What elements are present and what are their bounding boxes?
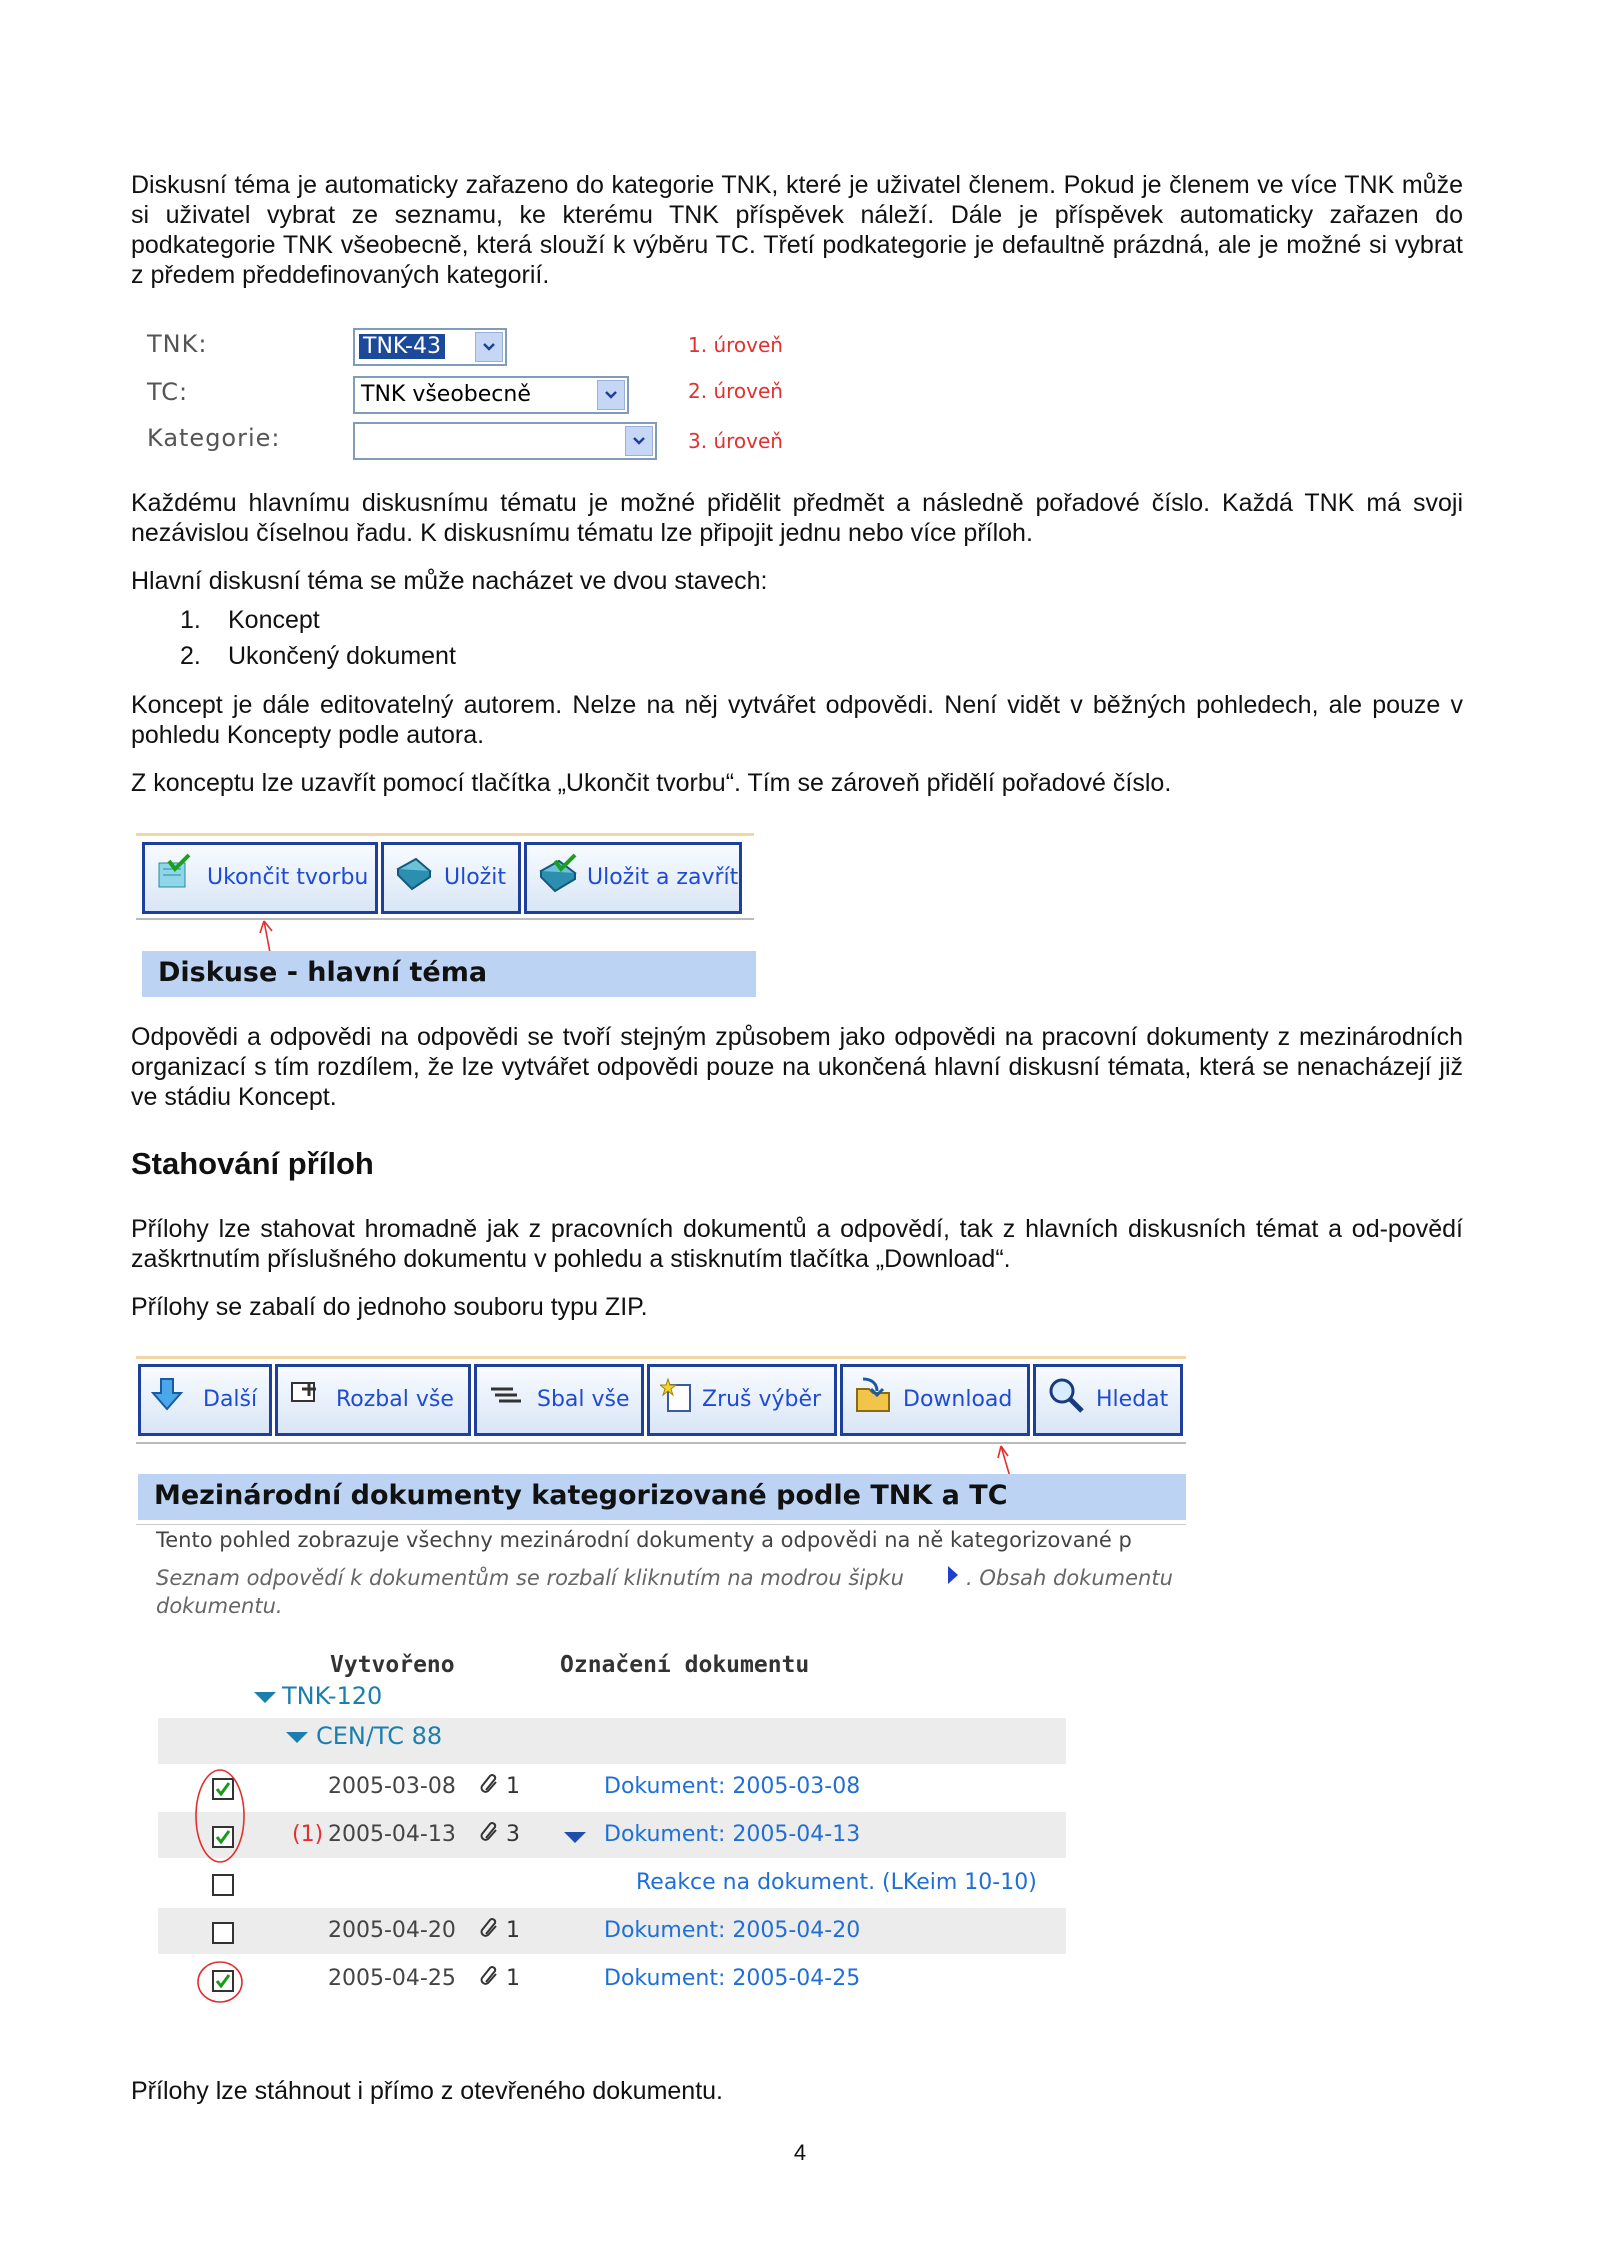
- category-label: TNK-120: [282, 1682, 383, 1710]
- search-button[interactable]: [1033, 1364, 1183, 1436]
- chevron-down-icon[interactable]: [625, 426, 653, 456]
- chevron-down-icon[interactable]: [597, 380, 625, 410]
- category-label: CEN/TC 88: [316, 1722, 443, 1750]
- collapse-icon: [487, 1375, 525, 1420]
- search-label: Hledat: [1096, 1387, 1169, 1412]
- new-document-icon: [660, 1375, 698, 1420]
- finish-button[interactable]: [142, 842, 378, 914]
- document-check-icon: [155, 853, 193, 898]
- save-button[interactable]: [381, 842, 521, 914]
- response-link[interactable]: Reakce na dokument. (LKeim 10-10): [636, 1870, 1037, 1895]
- annotation-ellipse: [192, 1766, 248, 1866]
- table-row: [158, 1908, 1066, 1954]
- save-and-close-label: Uložit a zavřít: [587, 865, 739, 890]
- folder-download-icon: [853, 1375, 893, 1420]
- attachment-count: 1: [506, 1966, 520, 1991]
- view-desc-line: Tento pohled zobrazuje všechny mezinárodní dokumenty a odpovědi na ně kategorizované p: [156, 1528, 1132, 1552]
- list-text: Koncept: [228, 606, 320, 634]
- level-3-annotation: 3. úroveň: [688, 429, 783, 453]
- row-checkbox[interactable]: [212, 1874, 234, 1896]
- tnk-label: TNK:: [147, 330, 208, 358]
- divider: [136, 1356, 1186, 1359]
- tc-select-value: TNK všeobecně: [361, 382, 531, 407]
- triangle-down-icon[interactable]: [564, 1832, 586, 1844]
- paperclip-icon: [480, 1774, 500, 1800]
- list-text: Ukončený dokument: [228, 642, 456, 670]
- tc-label: TC:: [147, 378, 189, 406]
- divider: [136, 1442, 1186, 1444]
- search-icon: [1046, 1375, 1086, 1420]
- row-date: 2005-04-25: [328, 1966, 456, 1991]
- view-desc-line: Seznam odpovědí k dokumentům se rozbalí kliknutím na modrou šipku: [156, 1566, 904, 1590]
- next-button-label: Další: [203, 1387, 258, 1412]
- tnk-select[interactable]: [353, 328, 507, 366]
- save-check-icon: [537, 853, 581, 898]
- row-checkbox[interactable]: [212, 1922, 234, 1944]
- document-link[interactable]: Dokument: 2005-03-08: [604, 1774, 861, 1799]
- download-button[interactable]: [840, 1364, 1030, 1436]
- next-button[interactable]: [138, 1364, 272, 1436]
- finish-paragraph: Z konceptu lze uzavřít pomocí tlačítka „Ukončit tvorbu“. Tím se zároveň přidělí pořadové číslo.: [131, 769, 1172, 797]
- states-intro: Hlavní diskusní téma se může nacházet ve dvou stavech:: [131, 567, 768, 595]
- column-header-created[interactable]: Vytvořeno: [330, 1652, 455, 1678]
- triangle-down-icon[interactable]: [286, 1732, 308, 1744]
- attachment-count: 1: [506, 1774, 520, 1799]
- section-title-bar: [142, 951, 756, 997]
- tnk-select-value: TNK-43: [359, 334, 445, 359]
- intro-paragraph: Diskusní téma je automaticky zařazeno do kategorie TNK, které je uživatel členem. Pokud je členem ve více TNK může si uživatel vybrat ze seznamu, ke kterému TNK příspěvek náleží. Dále je příspěvek automaticky zařazen do podkategorie TNK všeobecně, která slouží k výběru TC. Třetí podkategorie je defaultně prázdná, ale je možné si vybrat z předem předdefinovaných kategorií.: [131, 171, 1463, 289]
- list-number: 2.: [180, 642, 201, 670]
- row-date: 2005-04-13: [328, 1822, 456, 1847]
- page-number: 4: [793, 2140, 807, 2165]
- level-2-annotation: 2. úroveň: [688, 379, 783, 403]
- document-link[interactable]: Dokument: 2005-04-13: [604, 1822, 861, 1847]
- attachment-count: 3: [506, 1822, 520, 1847]
- collapse-all-button[interactable]: [474, 1364, 644, 1436]
- view-desc-line: . Obsah dokumentu: [966, 1566, 1173, 1590]
- divider: [136, 833, 754, 836]
- row-date: 2005-04-20: [328, 1918, 456, 1943]
- expand-all-label: Rozbal vše: [336, 1387, 454, 1412]
- response-count: (1): [292, 1822, 324, 1847]
- download-paragraph: Přílohy lze stahovat hromadně jak z pracovních dokumentů a odpovědí, tak z hlavních diskusních témat a od-povědí zaškrtnutím příslušného dokumentu v pohledu a stisknutím tlačítka „Download“.: [131, 1215, 1463, 1273]
- annotation-ellipse: [194, 1958, 246, 2006]
- book-icon: [394, 853, 434, 898]
- save-and-close-button[interactable]: [524, 842, 742, 914]
- view-desc-line: dokumentu.: [156, 1594, 283, 1618]
- column-header-document[interactable]: Označení dokumentu: [560, 1652, 810, 1678]
- table-row: [158, 1860, 1066, 1906]
- numbering-paragraph: Každému hlavnímu diskusnímu tématu je možné přidělit předmět a následně pořadové číslo. Každá TNK má svoji nezávislou číselnou řadu. K diskusnímu tématu lze připojit jednu nebo více příloh.: [131, 489, 1463, 547]
- clear-selection-label: Zruš výběr: [702, 1387, 822, 1412]
- view-title-bar: [138, 1474, 1186, 1520]
- clear-selection-button[interactable]: [647, 1364, 837, 1436]
- tc-select[interactable]: [353, 376, 629, 414]
- expand-all-button[interactable]: [275, 1364, 471, 1436]
- concept-paragraph: Koncept je dále editovatelný autorem. Nelze na něj vytvářet odpovědi. Není vidět v běžných pohledech, ale pouze v pohledu Koncepty podle autora.: [131, 691, 1463, 749]
- row-date: 2005-03-08: [328, 1774, 456, 1799]
- divider: [136, 1524, 1186, 1525]
- list-number: 1.: [180, 606, 201, 634]
- document-link[interactable]: Dokument: 2005-04-20: [604, 1918, 861, 1943]
- kategorie-select[interactable]: [353, 422, 657, 460]
- responses-paragraph: Odpovědi a odpovědi na odpovědi se tvoří stejným způsobem jako odpovědi na pracovní dokumenty z mezinárodních organizací s tím rozdílem, že lze vytvářet odpovědi pouze na ukončená hlavní diskusní témata, která se nenacházejí již ve stádiu Koncept.: [131, 1023, 1463, 1111]
- triangle-down-icon[interactable]: [254, 1692, 276, 1704]
- triangle-right-icon: [946, 1564, 960, 1586]
- level-1-annotation: 1. úroveň: [688, 333, 783, 357]
- divider: [136, 918, 754, 920]
- table-row: [158, 1812, 1066, 1858]
- attachment-count: 1: [506, 1918, 520, 1943]
- table-row: [158, 1764, 1066, 1810]
- download-label: Download: [903, 1387, 1013, 1412]
- section-title: Diskuse - hlavní téma: [158, 957, 488, 988]
- paperclip-icon: [480, 1966, 500, 1992]
- view-title: Mezinárodní dokumenty kategorizované podle TNK a TC: [154, 1480, 1008, 1511]
- save-button-label: Uložit: [444, 865, 506, 890]
- expand-icon: [288, 1375, 326, 1420]
- document-link[interactable]: Dokument: 2005-04-25: [604, 1966, 861, 1991]
- arrow-down-icon: [151, 1375, 187, 1420]
- finish-button-label: Ukončit tvorbu: [207, 865, 369, 890]
- section-heading: Stahování příloh: [131, 1146, 374, 1181]
- zip-paragraph: Přílohy se zabalí do jednoho souboru typu ZIP.: [131, 1293, 648, 1321]
- chevron-down-icon[interactable]: [475, 332, 503, 362]
- kategorie-label: Kategorie:: [147, 424, 281, 452]
- collapse-all-label: Sbal vše: [537, 1387, 630, 1412]
- paperclip-icon: [480, 1918, 500, 1944]
- table-row: [158, 1956, 1066, 2002]
- open-document-paragraph: Přílohy lze stáhnout i přímo z otevřeného dokumentu.: [131, 2077, 723, 2105]
- view-description: [136, 1526, 1186, 1636]
- paperclip-icon: [480, 1822, 500, 1848]
